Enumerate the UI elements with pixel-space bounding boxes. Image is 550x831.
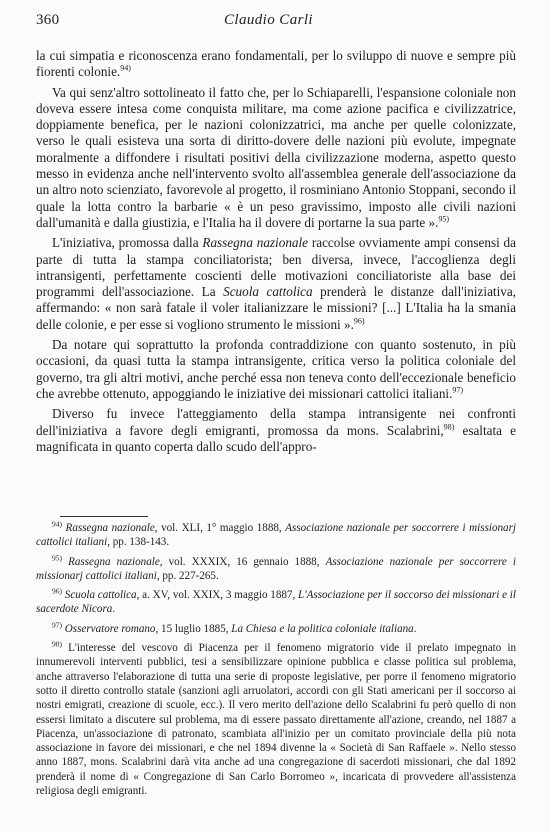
note-reference: 95): [438, 214, 450, 224]
text-run: .: [413, 622, 417, 635]
paragraph: [36, 85, 516, 232]
footnotes: [36, 521, 516, 803]
paragraph: [36, 337, 516, 402]
paragraph: [36, 406, 516, 455]
text-run: prenderà le distanze dall'iniziativa, affermando: « non sarà fatale il voler italianizzare le missioni? [...] L'Italia ha la smania delle colonie, e per esse si vogliono strumento le missioni ».: [36, 284, 516, 332]
note-reference: 98): [443, 422, 455, 432]
text-run: , pp. 138-143.: [107, 536, 170, 549]
text-run: .: [112, 603, 116, 616]
footnote: [36, 521, 516, 550]
paragraph: [36, 235, 516, 333]
text-run: , 15 luglio 1885,: [155, 622, 232, 635]
text-run: Diverso fu invece l'atteggiamento della stampa intransigente nei confronti dell'iniziativa a favore degli emigranti, promossa da mons. Scalabrini,: [36, 406, 516, 438]
note-reference: 97): [452, 385, 464, 395]
italic-text: Rassegna nazionale: [68, 555, 160, 568]
footnote: [36, 588, 516, 617]
note-reference: 94): [52, 519, 62, 529]
italic-text: Associazione nazionale per soccorrere i missionarj cattolici italiani: [36, 555, 516, 582]
note-reference: 94): [120, 63, 131, 73]
text-run: L'iniziativa, promossa dalla: [52, 235, 203, 251]
italic-text: Scuola cattolica: [223, 284, 313, 300]
italic-text: Osservatore romano: [64, 622, 156, 635]
note-reference: 97): [52, 620, 62, 630]
footnote: [36, 552, 516, 584]
italic-text: Rassegna nazionale: [202, 235, 309, 251]
page-header: [36, 12, 516, 32]
text-run: , pp. 227-265.: [156, 569, 219, 582]
text-run: esaltata e magnificata in quanto coperta dallo scudo dell'appro-: [36, 422, 516, 454]
text-run: raccolse ovviamente ampi consensi da parte di tutta la stampa conciliatorista; ben diversa, invece, l'accoglienza degli intransigenti, perfettamente coscienti delle motivazioni conciliatoriste alla base dei programmi dell'associazione. La: [36, 235, 516, 300]
paragraph: [36, 48, 516, 81]
text-run: , vol. XXXIX, 16 gennaio 1888,: [159, 555, 326, 568]
text-run: , vol. XLI, 1° maggio 1888,: [154, 522, 286, 534]
italic-text: Scuola cattolica: [64, 589, 137, 602]
text-run: Da notare qui soprattutto la profonda contraddizione con quanto sostenuto, in più occasioni, da quasi tutta la stampa intransigente, critica verso la politica coloniale del governo, tra gli altri motivi, anche perché essa non teneva conto dell'eccezionale beneficio che avrebbe ottenuto, appoggiando le iniziative dei missionari cattolici italiani.: [36, 337, 516, 401]
text-run: , a. XV, vol. XXIX, 3 maggio 1887,: [136, 589, 299, 602]
italic-text: L'Associazione per il soccorso dei missionari e il sacerdote Nicora: [36, 589, 516, 616]
text-run: la cui simpatia e riconoscenza erano fondamentali, per lo sviluppo di nuove e sempre più fiorenti colonie.: [36, 48, 516, 80]
text-run: L'interesse del vescovo di Piacenza per il fenomeno migratorio vide il prelato impegnato in innumerevoli interventi pubblici, tesi a sensibilizzare opinione pubblica e classe politica sul problema, anche attraverso l'elaborazione di tutta una serie di proposte legislative, per porre il fenomeno migratorio sotto il diretto controllo statale (sanzioni agli arruolatori, accordi con gli Stati americani per il soccorso ai nostri emigrati, creazione di scuole, ecc.). Il vero merito dell'azione dello Scalabrini fu però quello di non essersi limitato a discutere sul problema, ma di essere passato direttamente all'azione, creando, nel 1887 a Piacenza, un'associazione di patronato, scambiata all'inizio per un comitato provinciale della più nota associazione in favore dei missionari, e che nel 1894 divenne la « Società di San Raffaele ». Nello stesso anno 1887, mons. Scalabrini darà vita anche ad una congregazione di sacerdoti missionari, che dal 1892 prenderà il nome di « Congregazione di San Carlo Borromeo », incaricata di provvedere all'assistenza religiosa degli emigranti.: [36, 642, 516, 798]
footnote: [36, 641, 516, 798]
main-text: [36, 48, 516, 455]
note-reference: 96): [353, 316, 365, 326]
note-reference: 98): [52, 639, 62, 649]
running-title: Claudio Carli: [224, 12, 313, 28]
note-reference: 96): [52, 586, 62, 596]
italic-text: La Chiesa e la politica coloniale italiana: [231, 622, 414, 635]
footnote-rule: [60, 516, 148, 517]
text-run: Va qui senz'altro sottolineato il fatto che, per lo Schiaparelli, l'espansione coloniale non doveva essere intesa come conquista militare, ma come azione pacifica e civilizzatrice, doppiamente benefica, per le nazioni colonizzatrici, ma anche per quelle colonizzate, verso le quali esisteva una sorta di diritto-dovere delle nazioni più evolute, impegnate moralmente a diffondere i risultati positivi della civilizzazione moderna, aspetto questo messo in evidenza anche nell'intervento svolto all'assemblea generale dell'associazione da un altro noto scienziato, favorevole al progetto, il rosminiano Antonio Stoppani, secondo il quale la lotta contro la barbarie « è un peso gravissimo, imposto alle civili nazioni dall'umanità e dalla giustizia, e l'Italia ha il dovere di portarne la sua parte ».: [36, 84, 516, 230]
italic-text: Associazione nazionale per soccorrere i missionarj cattolici italiani: [36, 522, 517, 549]
italic-text: Rassegna nazionale: [65, 522, 155, 534]
footnote: [36, 622, 516, 636]
page-number: 360: [36, 12, 60, 28]
note-reference: 95): [52, 552, 62, 562]
